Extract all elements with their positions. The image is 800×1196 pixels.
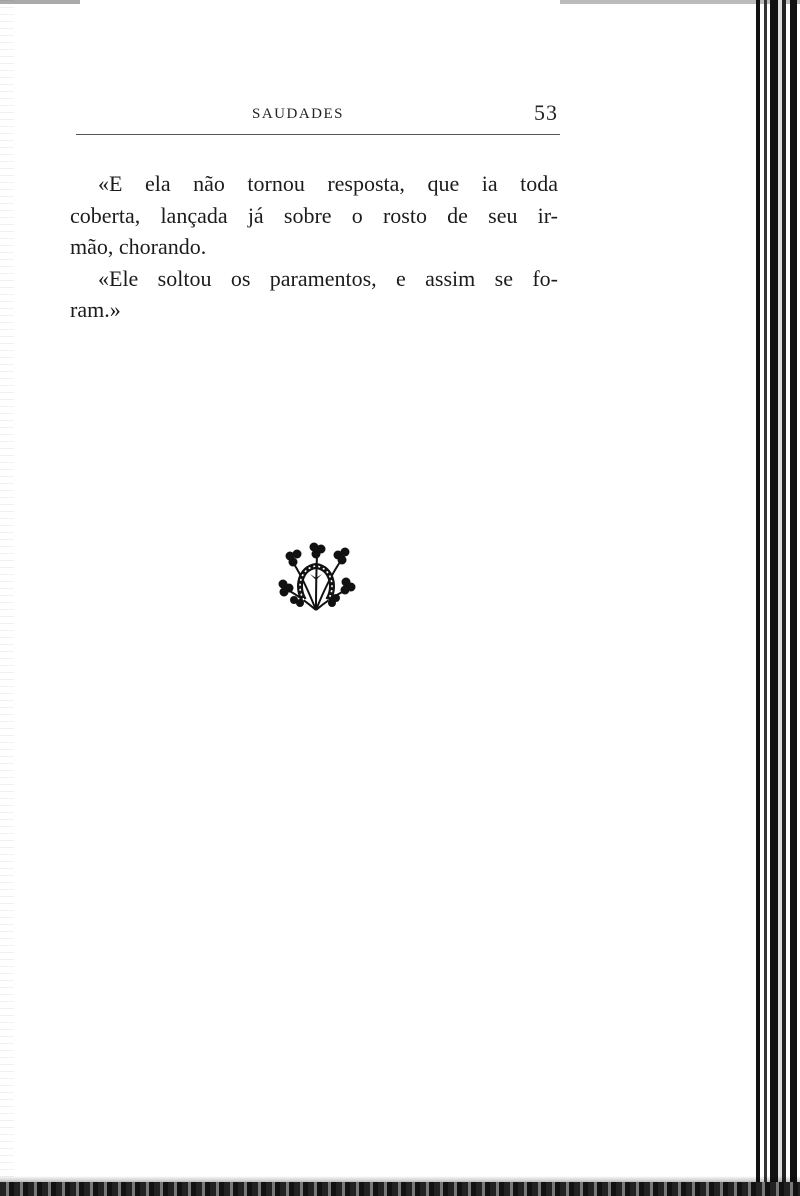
text-line: ram.» [70,297,121,322]
running-header [76,100,560,130]
text-line: coberta, lançada já sobre o rosto de seu ir- [70,202,558,228]
text-line: «E ela não tornou resposta, que ia toda [98,171,558,196]
text-line: mão, chorando. [70,234,207,259]
body-text [70,168,558,326]
page-number: 53 [534,100,558,125]
book-edge [752,0,800,1196]
running-title: SAUDADES [252,106,345,122]
text-line: «Ele soltou os paramentos, e assim se fo- [98,265,558,291]
paragraph-2 [70,263,558,326]
clover-horseshoe-icon [274,540,358,616]
bottom-edge [0,1182,800,1196]
paragraph-1 [70,168,558,263]
left-gutter-shadow [0,0,14,1196]
top-edge-shadow [0,0,800,4]
header-rule [76,134,560,135]
